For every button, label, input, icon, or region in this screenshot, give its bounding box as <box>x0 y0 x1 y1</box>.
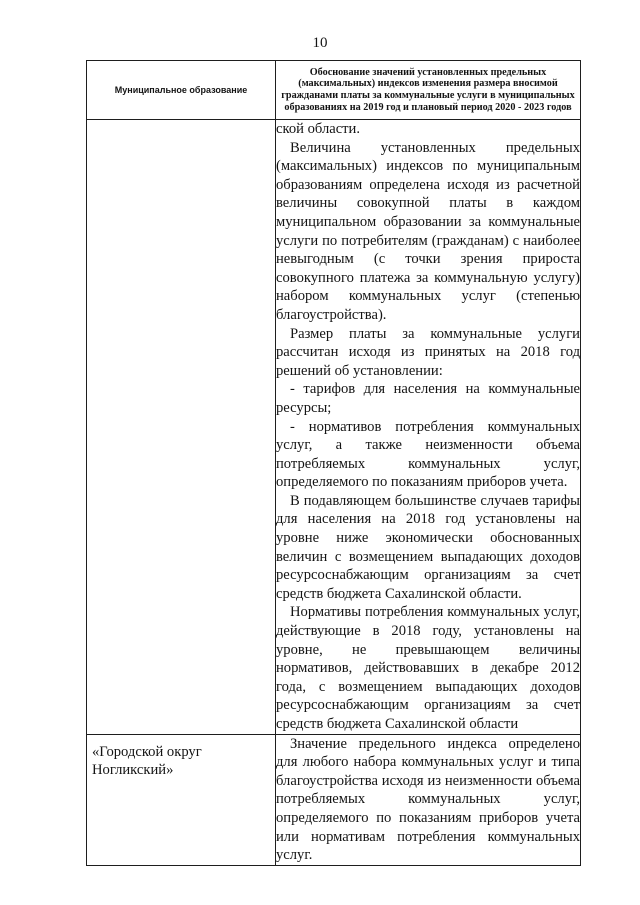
paragraph: В подавляющем большинстве случаев тарифы для населения на 2018 год установлены на уровне ниже экономически обоснованных величин с возмещением выпадающих доходов ресурсоснабжающим организациям за счет средств бюджета Сахалинской области. <box>276 492 580 602</box>
municipality-name: «Городской округ Ногликский» <box>92 743 202 779</box>
list-item: - нормативов потребления коммунальных услуг, а также неизменности объема потребляемых коммунальных услуг, определяемого по показаниям приборов учета. <box>276 418 580 491</box>
paragraph: Нормативы потребления коммунальных услуг, действующие в 2018 году, установлены на уровне, не превышающем величины нормативов, действовавших в декабре 2012 года, с возмещением выпадающих доходов ресурсоснабжающим организациям за счет средств бюджета Сахалинской области <box>276 604 580 732</box>
justification-table <box>86 60 581 866</box>
justification-cell <box>276 120 581 735</box>
municipality-name <box>87 120 275 128</box>
justification-cell <box>276 734 581 865</box>
municipality-cell <box>87 734 276 865</box>
table-row <box>87 734 581 865</box>
page-number: 10 <box>312 35 328 51</box>
paragraph: Величина установленных предельных (максимальных) индексов по муниципальным образованиям определена исходя из расчетной величины совокупной платы в каждом муниципальном образовании за коммунальные услуги по потребителям (гражданам) с наиболее невыгодным (с точки зрения прироста совокупного платежа за коммунальную услугу) набором коммунальных услуг (степенью благоустройства). <box>276 139 580 323</box>
paragraph: ской области. <box>276 121 361 137</box>
paragraph: Размер платы за коммунальные услуги рассчитан исходя из принятых на 2018 год решений об установлении: <box>276 325 580 379</box>
paragraph: Значение предельного индекса определено для любого набора коммунальных услуг и типа благоустройства исходя из неизменности объема потребляемых коммунальных услуг, определяемого по показаниям приборов учета или нормативам потребления коммунальных услуг. <box>276 735 580 864</box>
header-justification: Обоснование значений установленных предельных (максимальных) индексов изменения размера вносимой гражданами платы за коммунальные услуги в муниципальных образованиях на 2019 год и плановый период 2020 - 2023 годов <box>276 61 581 120</box>
table-header-row <box>87 61 581 120</box>
municipality-cell <box>87 120 276 735</box>
table-row <box>87 120 581 735</box>
header-municipality: Муниципальное образование <box>87 61 276 120</box>
list-item: - тарифов для населения на коммунальные ресурсы; <box>276 381 580 416</box>
